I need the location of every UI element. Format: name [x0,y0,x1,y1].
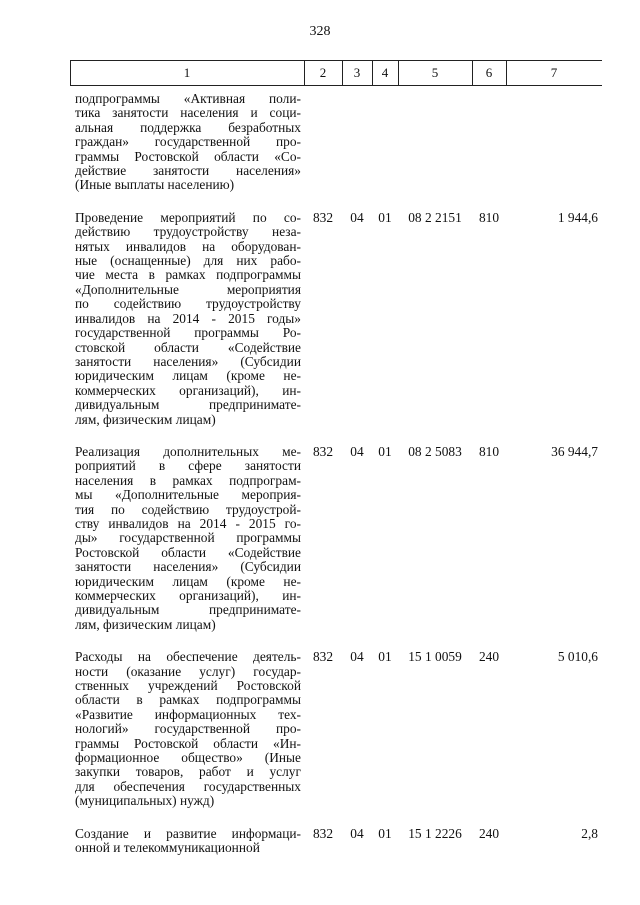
table-row [70,445,602,632]
description-line: действие занятости населения» [75,163,301,179]
description-line: «Дополнительные мероприятия [75,281,301,297]
cell-target-article: 15 1 2226 [408,825,462,841]
description-line: коммерческих организаций), ин- [75,382,301,398]
cell-ministry-code: 832 [312,649,334,665]
description-line: (Иные выплаты населению) [75,177,235,193]
description-line: тия по содействию трудоустрой- [75,501,301,517]
description-line: государственной программы Ро- [75,325,301,341]
header-col-6: 6 [485,65,493,80]
description-line: области в рамках подпрограммы [75,692,301,708]
description-line: мы «Дополнительные мероприя- [75,487,301,503]
cell-subsection: 01 [378,649,392,665]
description-line: занятости населения» (Субсидии [75,353,301,369]
description-line: Создание и развитие информаци- [75,825,301,841]
row-description [75,211,301,427]
cell-expense-type: 240 [478,825,500,841]
cell-expense-type: 810 [478,209,500,225]
cell-ministry-code: 832 [312,825,334,841]
table-row [70,211,602,427]
description-line: чие места в рамках подпрограммы [75,267,301,283]
cell-amount: 5 010,6 [557,649,598,665]
description-line: стовской области «Содействие [75,339,301,355]
row-description [75,92,301,193]
cell-subsection: 01 [378,825,392,841]
description-line: Расходы на обеспечение деятель- [75,649,301,665]
description-line: лям, физическим лицам) [75,616,216,632]
row-description [75,445,301,632]
description-line: граммы Ростовской области «Ин- [75,735,301,751]
description-line: юридическим лицам (кроме не- [75,368,301,384]
cell-section: 04 [350,825,364,841]
row-description [75,650,301,808]
description-line: Реализация дополнительных ме- [75,443,301,459]
description-line: нологий» государственной про- [75,721,301,737]
description-line: «Развитие информационных тех- [75,706,301,722]
description-line: (муниципальных) нужд) [75,793,215,809]
table-row [70,650,602,808]
table-row [70,827,602,856]
description-line: инвалидов на 2014 - 2015 годы» [75,310,301,326]
row-description [75,827,301,856]
header-col-5: 5 [431,65,439,80]
description-line: дивидуальным предпринимате- [75,397,301,413]
description-line: для обеспечения государственных [75,778,301,794]
description-line: по содействию трудоустройству [75,296,301,312]
description-line: формационное общество» (Иные [75,750,301,766]
cell-ministry-code: 832 [312,443,334,459]
table-row [70,92,602,193]
description-line: ности (оказание услуг) государ- [75,663,301,679]
cell-section: 04 [350,209,364,225]
description-line: занятости населения» (Субсидии [75,559,301,575]
description-line: альная поддержка безработных [75,119,301,135]
description-line: ственных учреждений Ростовской [75,678,301,694]
table-header [70,60,602,86]
description-line: тика занятости населения и соци- [75,105,301,121]
header-col-3: 3 [353,65,361,80]
cell-subsection: 01 [378,209,392,225]
description-line: действию трудоустройству неза- [75,224,301,240]
description-line: Ростовской области «Содействие [75,544,301,560]
description-line: граммы Ростовской области «Со- [75,148,301,164]
cell-expense-type: 810 [478,443,500,459]
description-line: Проведение мероприятий по со- [75,209,301,225]
header-col-1: 1 [183,65,191,80]
cell-target-article: 08 2 5083 [408,443,462,459]
description-line: граждан» государственной про- [75,134,301,150]
budget-table [70,60,602,856]
description-line: ству инвалидов на 2014 - 2015 го- [75,515,301,531]
cell-section: 04 [350,649,364,665]
header-col-4: 4 [381,65,389,80]
description-line: подпрограммы «Активная поли- [75,91,301,106]
description-line: дивидуальным предпринимате- [75,602,301,618]
description-line: роприятий в сфере занятости [75,458,301,474]
header-col-7: 7 [550,65,558,80]
cell-amount: 2,8 [581,825,598,841]
cell-section: 04 [350,443,364,459]
cell-ministry-code: 832 [312,209,334,225]
cell-target-article: 08 2 2151 [408,209,462,225]
cell-target-article: 15 1 0059 [408,649,462,665]
description-line: коммерческих организаций), ин- [75,588,301,603]
description-line: лям, физическим лицам) [75,411,216,427]
description-line: нятых инвалидов на оборудован- [75,238,301,254]
description-line: онной и телекоммуникационной [75,840,260,856]
cell-subsection: 01 [378,443,392,459]
page-number: 328 [309,24,331,39]
description-line: ды» государственной программы [75,530,301,546]
header-col-2: 2 [319,65,327,80]
cell-amount: 36 944,7 [551,443,598,459]
description-line: закупки товаров, работ и услуг [75,764,301,780]
description-line: населения в рамках подпрограм- [75,472,301,488]
description-line: ные (оснащенные) для них рабо- [75,253,301,269]
table-body [70,92,602,856]
cell-amount: 1 944,6 [557,209,598,225]
cell-expense-type: 240 [478,649,500,665]
description-line: юридическим лицам (кроме не- [75,573,301,589]
